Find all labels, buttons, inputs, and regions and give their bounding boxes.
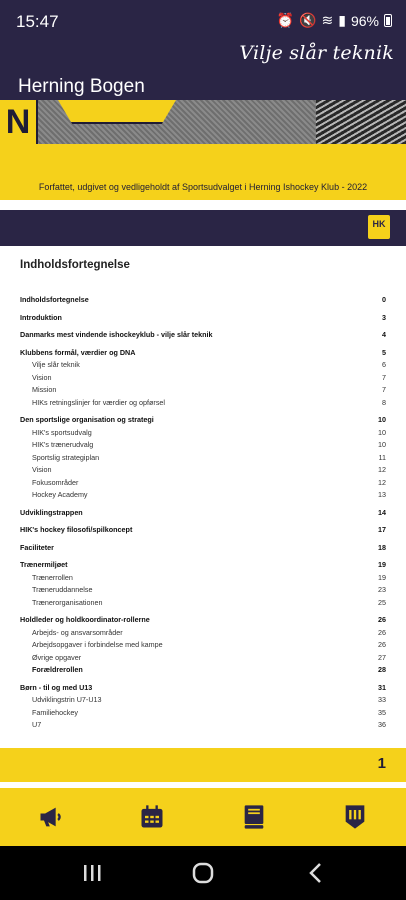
toc-entry-page: 14 (378, 507, 386, 517)
toc-entry-page: 12 (378, 477, 386, 487)
banner-caption: Forfattet, udgivet og vedligeholdt af Sportsudvalget i Herning Ishockey Klub - 2022 (38, 182, 368, 192)
calendar-icon (138, 803, 166, 831)
mute-icon: 🔇 (299, 12, 317, 28)
toc-entry-page: 10 (378, 440, 386, 449)
page-number: 1 (377, 755, 386, 772)
club-logo-icon[interactable] (368, 215, 390, 239)
club-button[interactable] (330, 797, 380, 837)
toc-entry-page: 13 (378, 490, 386, 499)
toc-entry[interactable] (20, 707, 386, 720)
home-icon[interactable] (183, 858, 223, 888)
toc-entry-page: 26 (378, 627, 386, 637)
toc-entry[interactable] (20, 359, 386, 372)
toc-entry-label: Udviklingstrappen (20, 507, 83, 517)
toc-entry[interactable] (20, 439, 386, 452)
toc-entry-label: Trænerrollen (32, 572, 73, 582)
toc-entry-page: 7 (382, 372, 386, 382)
recents-icon[interactable] (72, 858, 112, 888)
toc-entry-page: 11 (378, 452, 386, 462)
toc-entry[interactable] (20, 524, 386, 537)
book-icon (240, 803, 268, 831)
toc-entry[interactable] (20, 507, 386, 520)
toc-entry-label: Udviklingstrin U7-U13 (32, 695, 102, 704)
toc-entry-page: 27 (378, 652, 386, 662)
banner-logo: N (0, 100, 38, 144)
toc-entry[interactable] (20, 384, 386, 397)
toc-entry[interactable] (20, 627, 386, 640)
megaphone-icon (37, 803, 65, 831)
toc-entry[interactable] (20, 372, 386, 385)
toc-entry[interactable] (20, 397, 386, 410)
battery-percent: 96% (350, 12, 379, 29)
toc-entry[interactable] (20, 414, 386, 427)
club-logo-icon (341, 803, 369, 831)
toc-entry[interactable] (20, 584, 386, 597)
toc-entry[interactable] (20, 542, 386, 555)
toc-entry-label: Vision (32, 372, 52, 382)
app-title: Herning Bogen (18, 76, 145, 97)
toc-entry[interactable] (20, 477, 386, 490)
banner-image (0, 100, 406, 200)
toc-entry-label: Den sportslige organisation og strategi (20, 415, 154, 424)
toc-entry-page: 28 (378, 665, 386, 674)
toc-entry[interactable] (20, 329, 386, 342)
toc-entry[interactable] (20, 694, 386, 707)
status-bar (0, 0, 406, 44)
toc-entry-page: 35 (378, 707, 386, 717)
toc-entry[interactable] (20, 294, 386, 307)
toc-entry-label: U7 (32, 720, 42, 729)
banner-shield (58, 100, 176, 124)
toc-entry[interactable] (20, 312, 386, 325)
toc-entry[interactable] (20, 652, 386, 665)
toc-entry-label: Børn - til og med U13 (20, 682, 93, 692)
toc-entry-label: Klubbens formål, værdier og DNA (20, 347, 136, 357)
toc-entry-label: Trænermiljøet (20, 560, 68, 569)
toc-entry-page: 26 (378, 640, 386, 649)
toc-entry-label: HIK's sportsudvalg (32, 427, 92, 437)
toc-entry-label: Vision (32, 465, 52, 474)
alarm-icon: ⏰ (276, 12, 295, 28)
toc-entry[interactable] (20, 489, 386, 502)
system-navigation (0, 846, 406, 900)
toc-entry-page: 18 (378, 542, 386, 552)
toc-entry-page: 4 (382, 330, 386, 339)
toc-entry[interactable] (20, 664, 386, 677)
divider (0, 200, 406, 210)
toc-entry-page: 3 (382, 312, 386, 322)
toc-entry-page: 10 (378, 415, 386, 424)
toc-entry-label: HIK's hockey filosofi/spilkoncept (20, 525, 133, 534)
toc-entry-page: 7 (382, 385, 386, 394)
toc-entry-page: 12 (378, 465, 386, 474)
toc-entry[interactable] (20, 347, 386, 360)
table-of-contents (20, 294, 386, 732)
document-toolbar (0, 210, 406, 246)
toc-entry-label: Fokusområder (32, 477, 79, 487)
toc-entry[interactable] (20, 597, 386, 610)
toc-entry-label: Sportslig strategiplan (32, 452, 100, 462)
toc-entry-label: Faciliteter (20, 542, 54, 552)
toc-entry[interactable] (20, 427, 386, 440)
wifi-icon: ≋ (321, 12, 334, 28)
status-icons (277, 12, 392, 29)
toc-entry[interactable] (20, 559, 386, 572)
toc-entry-page: 19 (378, 560, 386, 569)
document-title: Indholdsfortegnelse (20, 259, 130, 271)
book-button[interactable] (229, 797, 279, 837)
toc-entry-page: 23 (378, 585, 386, 594)
bottom-navigation (0, 788, 406, 846)
toc-entry-page: 8 (382, 397, 386, 407)
toc-entry-page: 36 (378, 720, 386, 729)
toc-entry-label: Øvrige opgaver (32, 652, 82, 662)
banner-gear (316, 100, 406, 144)
toc-entry[interactable] (20, 639, 386, 652)
back-icon[interactable] (296, 858, 336, 888)
toc-entry[interactable] (20, 452, 386, 465)
slogan: Vilje slår teknik (239, 42, 394, 64)
document-page (0, 246, 406, 748)
toc-entry-label: Holdleder og holdkoordinator-rollerne (20, 615, 150, 624)
toc-entry-label: Mission (32, 385, 57, 394)
toc-entry-page: 10 (378, 427, 386, 437)
toc-entry[interactable] (20, 719, 386, 732)
toc-entry-label: Introduktion (20, 312, 62, 322)
toc-entry-page: 33 (378, 695, 386, 704)
toc-entry-label: Danmarks mest vindende ishockeyklub - vilje slår teknik (20, 330, 213, 339)
toc-entry-page: 31 (378, 682, 386, 692)
toc-entry-page: 25 (378, 597, 386, 607)
toc-entry-label: Forældrerollen (32, 665, 83, 674)
battery-icon (384, 14, 392, 27)
toc-entry-page: 6 (382, 360, 386, 369)
status-time: 15:47 (16, 12, 59, 31)
toc-entry[interactable] (20, 682, 386, 695)
news-button[interactable] (26, 797, 76, 837)
toc-entry-page: 19 (378, 572, 386, 582)
toc-entry-label: Trænerorganisationen (32, 597, 103, 607)
toc-entry[interactable] (20, 572, 386, 585)
toc-entry[interactable] (20, 464, 386, 477)
toc-entry-label: Indholdsfortegnelse (20, 295, 89, 304)
toc-entry-label: HIKs retningslinjer for værdier og opførsel (32, 397, 166, 407)
toc-entry[interactable] (20, 614, 386, 627)
signal-icon: ▮ (338, 12, 346, 28)
calendar-button[interactable] (127, 797, 177, 837)
toc-entry-label: Arbejdsopgaver i forbindelse med kampe (32, 640, 163, 649)
page-bar (0, 748, 406, 782)
toc-entry-page: 26 (378, 615, 386, 624)
toc-entry-page: 0 (382, 295, 386, 304)
toc-entry-label: Træneruddannelse (32, 585, 93, 594)
toc-entry-label: Arbejds- og ansvarsområder (32, 627, 123, 637)
toc-entry-label: Familiehockey (32, 707, 78, 717)
toc-entry-page: 5 (382, 347, 386, 357)
toc-entry-page: 17 (378, 525, 386, 534)
app-header (0, 0, 406, 100)
toc-entry-label: Vilje slår teknik (32, 360, 80, 369)
toc-entry-label: HIK's trænerudvalg (32, 440, 94, 449)
toc-entry-label: Hockey Academy (32, 490, 88, 499)
